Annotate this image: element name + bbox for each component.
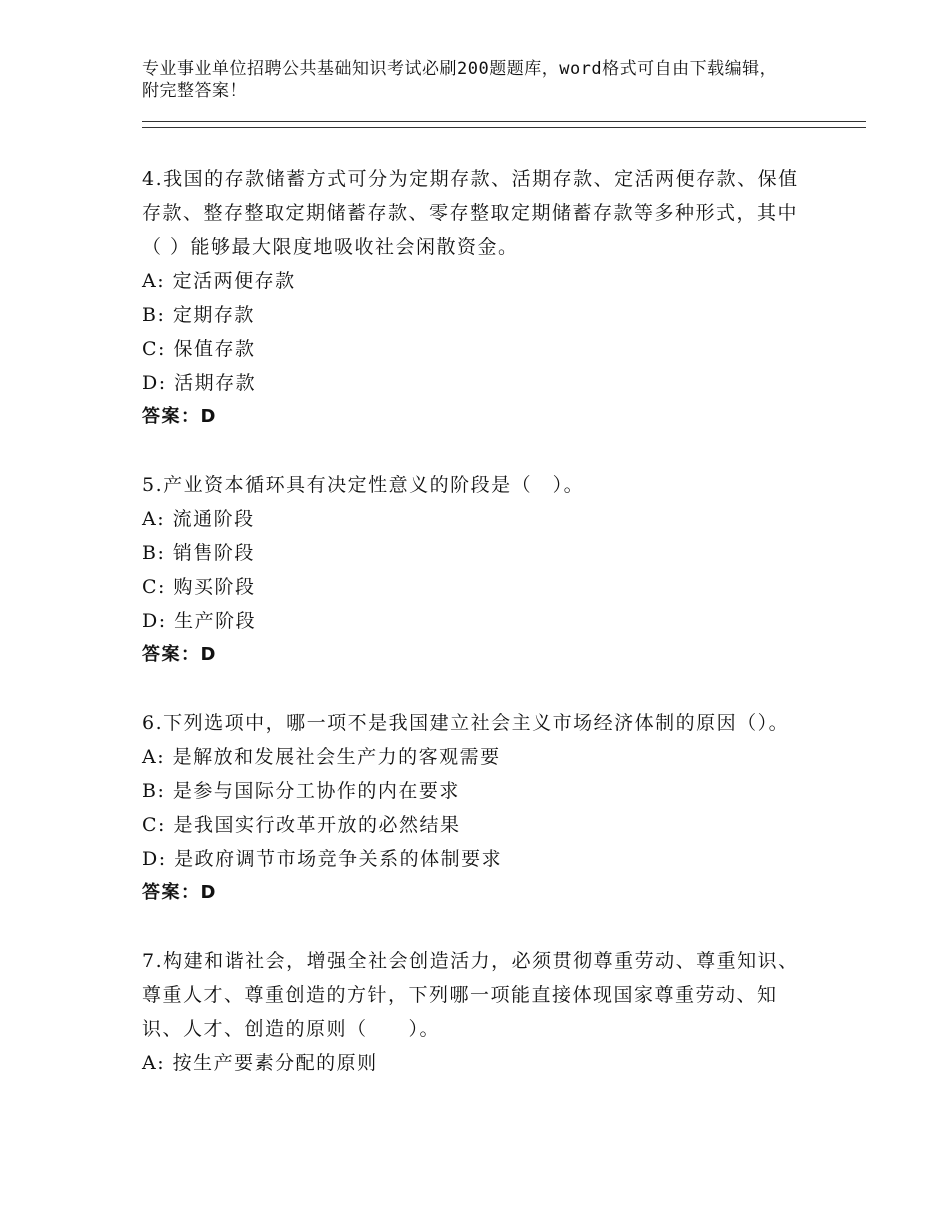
option-a: A: 定活两便存款 — [142, 270, 296, 292]
document-header: 专业事业单位招聘公共基础知识考试必刷200题题库，word格式可自由下载编辑，附完整答案！ — [142, 59, 778, 101]
option-a: A: 按生产要素分配的原则 — [142, 1052, 378, 1074]
option-d: D: 活期存款 — [142, 372, 257, 394]
option-c: C: 保值存款 — [142, 338, 256, 360]
question-4 — [142, 162, 802, 434]
option-c: C: 购买阶段 — [142, 576, 256, 598]
answer: 答案：D — [142, 882, 217, 903]
question-text: 6.下列选项中，哪一项不是我国建立社会主义市场经济体制的原因（）。 — [142, 712, 790, 734]
option-a: A: 流通阶段 — [142, 508, 255, 530]
header-divider — [142, 121, 866, 128]
question-7 — [142, 944, 802, 1080]
question-text: 7.构建和谐社会，增强全社会创造活力，必须贯彻尊重劳动、尊重知识、尊重人才、尊重创造的方针，下列哪一项能直接体现国家尊重劳动、知识、人才、创造的原则（ ）。 — [142, 950, 799, 1040]
answer: 答案：D — [142, 406, 217, 427]
option-a: A: 是解放和发展社会生产力的客观需要 — [142, 746, 501, 768]
question-text: 5.产业资本循环具有决定性意义的阶段是（ ）。 — [142, 474, 585, 496]
question-list — [142, 162, 802, 1114]
answer: 答案：D — [142, 644, 217, 665]
option-d: D: 是政府调节市场竞争关系的体制要求 — [142, 848, 503, 870]
question-text: 4.我国的存款储蓄方式可分为定期存款、活期存款、定活两便存款、保值存款、整存整取定期储蓄存款、零存整取定期储蓄存款等多种形式，其中（ ）能够最大限度地吸收社会闲散资金。 — [142, 168, 799, 258]
option-b: B: 销售阶段 — [142, 542, 255, 564]
option-c: C: 是我国实行改革开放的必然结果 — [142, 814, 461, 836]
question-6 — [142, 706, 802, 910]
option-b: B: 是参与国际分工协作的内在要求 — [142, 780, 460, 802]
option-d: D: 生产阶段 — [142, 610, 257, 632]
option-b: B: 定期存款 — [142, 304, 255, 326]
question-5 — [142, 468, 802, 672]
